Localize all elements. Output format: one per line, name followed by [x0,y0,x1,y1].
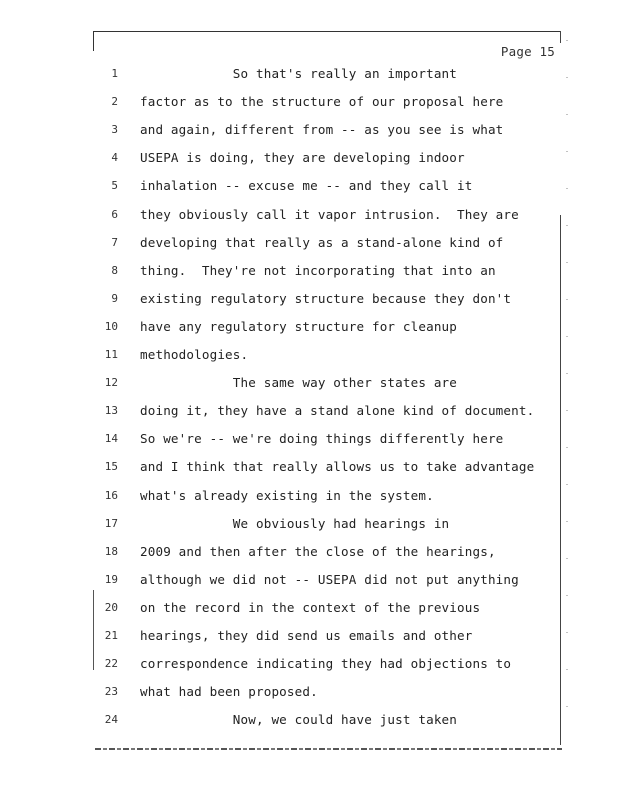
transcript-line [0,403,618,421]
transcript-line [0,375,618,393]
page-border-right-top [560,31,561,43]
line-number: 11 [104,348,118,361]
line-text: So we're -- we're doing things differently here [140,431,504,447]
line-number: 4 [111,151,118,165]
line-text: Now, we could have just taken [140,712,458,728]
transcript-line [0,94,618,112]
line-number: 9 [111,291,118,305]
line-number: 7 [111,235,118,249]
page-border-bottom [95,748,562,750]
line-text: hearings, they did send us emails and other [140,628,473,643]
line-number: 21 [104,629,118,642]
line-text: developing that really as a stand-alone kind of [140,234,504,250]
transcript-line [0,544,618,562]
transcript-line [0,572,618,590]
line-number: 14 [104,432,118,446]
line-text: So that's really an important [140,66,458,81]
line-number: 8 [111,263,118,277]
transcript-line [0,319,618,337]
line-number: 24 [104,713,118,727]
line-number: 13 [104,404,118,418]
line-number: 3 [111,123,118,137]
transcript-line [0,684,618,702]
line-text: on the record in the context of the previous [140,599,481,615]
line-text: and I think that really allows us to take advantage [140,459,535,475]
transcript-line [0,178,618,196]
line-number: 12 [104,376,118,390]
transcript-line [0,516,618,534]
line-text: correspondence indicating they had objections to [140,656,512,672]
line-text: 2009 and then after the close of the hearings, [140,543,496,559]
line-number: 22 [104,657,118,671]
line-number: 16 [104,488,118,502]
line-text: and again, different from -- as you see is what [140,122,504,138]
transcript-line [0,431,618,449]
page-border-left [93,31,94,51]
line-text: USEPA is doing, they are developing indoor [140,150,465,166]
transcript-line [0,263,618,281]
line-text: factor as to the structure of our proposal here [140,94,504,110]
line-text: We obviously had hearings in [140,515,450,531]
line-number: 5 [111,179,118,193]
line-text: inhalation -- excuse me -- and they call it [140,178,473,194]
transcript-line [0,628,618,646]
transcript-line [0,600,618,618]
line-number: 2 [111,95,118,109]
transcript-line [0,459,618,477]
line-number: 18 [104,544,118,558]
transcript-line [0,207,618,225]
line-number: 17 [104,516,118,530]
page-number: Page 15 [500,44,555,59]
line-text: existing regulatory structure because they don't [140,290,512,306]
line-text: have any regulatory structure for cleanup [140,318,458,334]
line-number: 10 [104,319,118,333]
line-text: thing. They're not incorporating that into an [140,262,496,278]
line-text: they obviously call it vapor intrusion. They are [140,206,519,222]
page-border-top [93,31,560,32]
line-text: doing it, they have a stand alone kind of document. [140,403,535,419]
line-text: The same way other states are [140,375,458,391]
line-number: 19 [104,572,118,586]
line-text: what had been proposed. [140,684,318,700]
line-text: although we did not -- USEPA did not put anything [140,571,519,587]
transcript-line [0,488,618,506]
transcript-line [0,150,618,168]
transcript-line [0,656,618,674]
line-text: what's already existing in the system. [140,487,434,503]
transcript-line [0,291,618,309]
line-number: 6 [111,207,118,221]
line-text: methodologies. [140,347,249,362]
line-number: 23 [104,685,118,699]
line-number: 15 [104,460,118,474]
line-number: 20 [104,600,118,614]
transcript-line [0,122,618,140]
line-number: 1 [111,67,118,80]
transcript-line [0,347,618,365]
transcript-line [0,235,618,253]
transcript-line [0,712,618,730]
transcript-line [0,66,618,84]
